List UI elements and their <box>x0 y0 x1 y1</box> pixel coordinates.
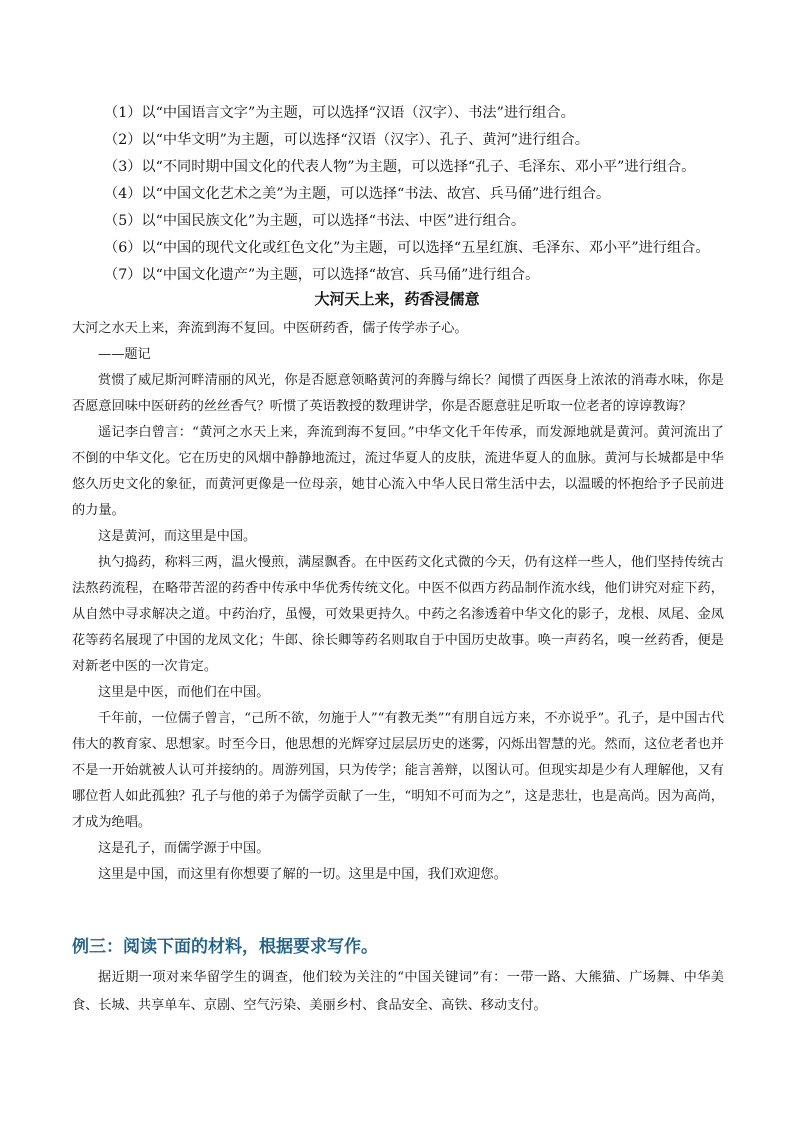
essay-paragraph: 这里是中医，而他们在中国。 <box>98 685 270 700</box>
essay-paragraph: 赏惯了威尼斯河畔清丽的风光，你是否愿意领略黄河的奔腾与绵长？闻惯了西医身上浓浓的消毒水味，你是否愿意回味中医研药的丝丝香气？听惯了英语教授的数理讲学，你是否愿意驻足听取一位老者的谆谆教诲？ <box>72 373 724 414</box>
essay-paragraph: 千年前，一位儒子曾言，“己所不欲，勿施于人”“有教无类”“有朋自远方来，不亦说乎”。孔子，是中国古代伟大的教育家、思想家。时至今日，他思想的光辉穿过层层历史的迷雾，闪烁出智慧的光。然而，这位老者也并不是一开始就被人认可并接纳的。周游列国，只为传学；能言善辩，以图认可。但现实却是少有人理解他，又有哪位哲人如此孤独？孔子与他的弟子为儒学贡献了一生，“明知不可而为之”，这是悲壮，也是高尚。因为高尚，才成为绝唱。 <box>72 711 724 830</box>
essay-body <box>72 316 724 888</box>
topic-item-2: （2）以“中华文明”为主题，可以选择“汉语（汉字）、孔子、黄河”进行组合。 <box>104 132 589 148</box>
essay-epigraph: 大河之水天上来，奔流到海不复回。中医研药香，儒子传学赤子心。 <box>72 321 468 336</box>
material-section <box>72 964 724 1020</box>
topic-item-6: （6）以“中国的现代文化或红色文化”为主题，可以选择“五星红旗、毛泽东、邓小平”进行组合。 <box>104 240 710 256</box>
topic-item-7: （7）以“中国文化遗产”为主题，可以选择“故宫、兵马俑”进行组合。 <box>104 267 540 283</box>
topic-item-5: （5）以“中国民族文化”为主题，可以选择“书法、中医”进行组合。 <box>104 213 526 229</box>
essay-paragraph: 这是黄河，而这里是中国。 <box>98 529 257 544</box>
essay-paragraph: 这是孔子，而儒学源于中国。 <box>98 841 270 856</box>
essay-paragraph: 遥记李白曾言：“黄河之水天上来，奔流到海不复回。”中华文化千年传承，而发源地就是黄河。黄河流出了不倒的中华文化。它在历史的风烟中静静地流过，流过华夏人的皮肤，流进华夏人的血脉。黄河与长城都是中华悠久历史文化的象征，而黄河更像是一位母亲，她甘心流入中华人民日常生活中去，以温暖的怀抱给予子民前进的力量。 <box>72 425 724 518</box>
example-three-heading: 例三：阅读下面的材料，根据要求写作。 <box>72 937 378 957</box>
essay-signature: ——题记 <box>98 347 151 362</box>
essay-paragraph: 执勺捣药，称料三两，温火慢煎，满屋飘香。在中医药文化式微的今天，仍有这样一些人，他们坚持传统古法熬药流程，在略带苦涩的药香中传承中华优秀传统文化。中医不似西方药品制作流水线，他们讲究对症下药，从自然中寻求解决之道。中药治疗，虽慢，可效果更持久。中药之名渗透着中华文化的影子，龙根、凤尾、金凤花等药名展现了中国的龙凤文化；牛郎、徐长卿等药名则取自于中国历史故事。唤一声药名，嗅一丝药香，便是对新老中医的一次肯定。 <box>72 555 724 674</box>
topic-item-3: （3）以“不同时期中国文化的代表人物”为主题，可以选择“孔子、毛泽东、邓小平”进行组合。 <box>104 159 696 175</box>
topic-item-1: （1）以“中国语言文字”为主题，可以选择“汉语（汉字）、书法”进行组合。 <box>104 105 575 121</box>
essay-title: 大河天上来，药香浸儒意 <box>314 290 480 308</box>
essay-paragraph: 这里是中国，而这里有你想要了解的一切。这里是中国，我们欢迎您。 <box>98 867 507 882</box>
topic-list <box>104 100 754 289</box>
topic-item-4: （4）以“中国文化艺术之美”为主题，可以选择“书法、故宫、兵马俑”进行组合。 <box>104 186 611 202</box>
material-paragraph: 据近期一项对来华留学生的调查，他们较为关注的“中国关键词”有：一带一路、大熊猫、广场舞、中华美食、长城、共享单车、京剧、空气污染、美丽乡村、食品安全、高铁、移动支付。 <box>72 970 724 1013</box>
